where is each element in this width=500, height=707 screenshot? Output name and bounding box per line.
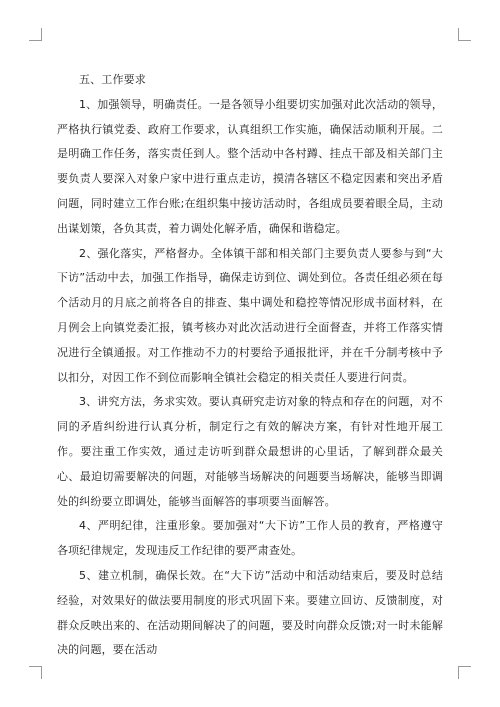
paragraph-5: 5、建立机制，确保长效。在“大下访”活动中和活动结束后，要及时总结经验，对效果好的做法要用制度的形式巩固下来。要建立回访、反馈制度，对群众反映出来的、在活动期间解决了的问题，要及时向群众反馈;对一时未能解决的问题，要在活动 xyxy=(57,568,443,657)
paragraph-2: 2、强化落实，严格督办。全体镇干部和相关部门主要负责人要参与到“大下访”活动中去，加强工作指导，确保走访到位、调处到位。各责任组必须在每个活动月的月底之前将各自的排查、集中调处和稳控等情况形成书面材料，在月例会上向镇党委汇报，镇考核办对此次活动进行全面督查，并将工作落实情况进行全镇通报。对工作推动不力的村要给予通报批评，并在千分制考核中予以扣分，对因工作不到位而影响全镇社会稳定的相关责任人要进行问责。 xyxy=(57,246,443,384)
paragraph-1: 1、加强领导，明确责任。一是各领导小组要切实加强对此次活动的领导，严格执行镇党委、政府工作要求，认真组织工作实施，确保活动顺利开展。二是明确工作任务，落实责任到人。整个活动中各村蹲、挂点干部及相关部门主要负责人要深入对象户家中进行重点走访，摸清各辖区不稳定因素和突出矛盾问题，同时建立工作台账;在组织集中接访活动时，各组成员要着眼全局，主动出谋划策，各负其责，着力调处化解矛盾，确保和谐稳定。 xyxy=(57,97,443,235)
crop-mark-bottom-left xyxy=(29,666,42,679)
crop-mark-top-left xyxy=(29,28,42,41)
section-heading: 五、工作要求 xyxy=(79,73,146,86)
paragraph-4: 4、严明纪律，注重形象。要加强对“大下访”工作人员的教育，严格遵守各项纪律规定，发现违反工作纪律的要严肃查处。 xyxy=(57,519,443,558)
crop-mark-bottom-right xyxy=(458,666,471,679)
paragraph-3: 3、讲究方法，务求实效。要认真研究走访对象的特点和存在的问题，对不同的矛盾纠纷进行认真分析，制定行之有效的解决方案，有针对性地开展工作。要注重工作实效，通过走访听到群众最想讲的心里话，了解到群众最关心、最迫切需要解决的问题，对能够当场解决的问题要当场解决，能够当即调处的纠纷要立即调处，能够当面解答的事项要当面解答。 xyxy=(57,395,443,508)
document-body xyxy=(57,68,443,663)
crop-mark-top-right xyxy=(458,28,471,41)
